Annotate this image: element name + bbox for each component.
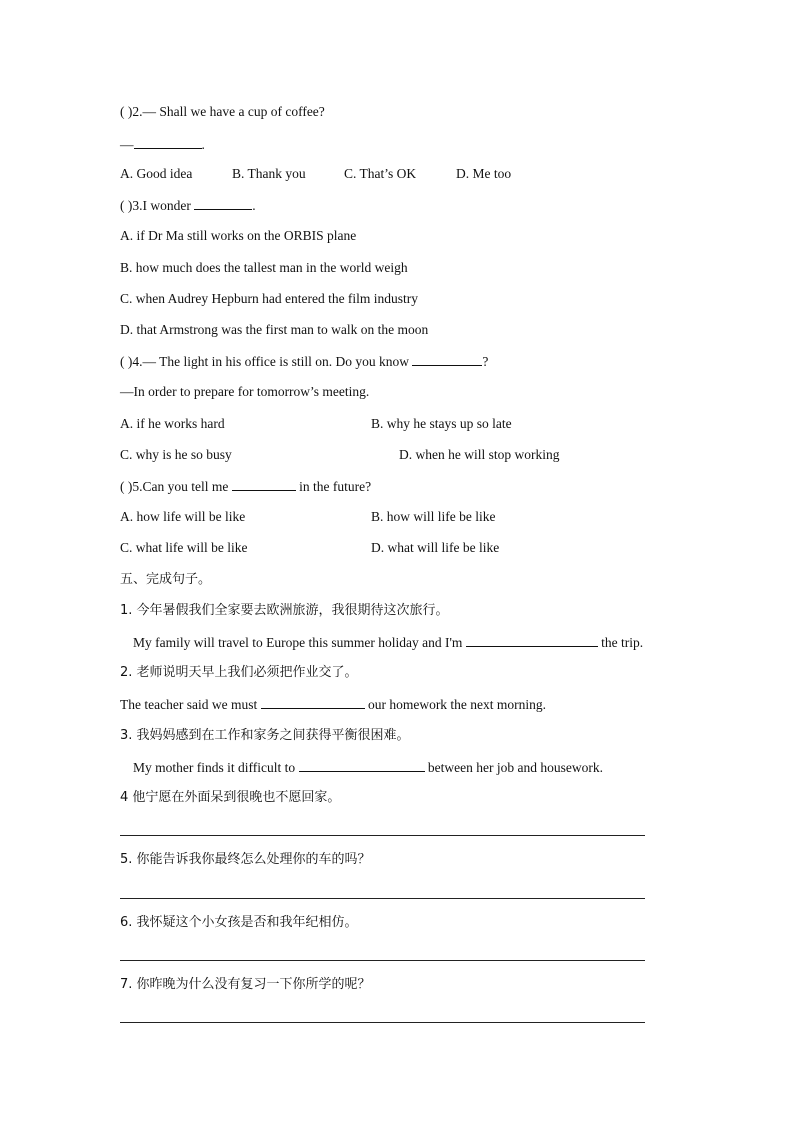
- question-2-stem: [120, 104, 325, 120]
- sentence-5-chinese: 5. 你能告诉我你最终怎么处理你的车的吗？: [120, 852, 371, 867]
- sentence-2-blank[interactable]: [261, 696, 365, 709]
- question-5-option-b[interactable]: B. how will life be like: [371, 509, 496, 524]
- sentence-4-chinese: 4 他宁愿在外面呆到很晚也不愿回家。: [120, 790, 341, 805]
- question-3-option-b[interactable]: B. how much does the tallest man in the world weigh: [120, 260, 408, 275]
- sentence-6-chinese: 6. 我怀疑这个小女孩是否和我年纪相仿。: [120, 915, 358, 930]
- question-3-option-c[interactable]: C. when Audrey Hepburn had entered the film industry: [120, 291, 419, 306]
- section-5-heading: 五、完成句子。: [120, 572, 212, 587]
- question-2-text: — Shall we have a cup of coffee?: [142, 104, 325, 119]
- sentence-3-english: My mother finds it difficult to between her job and housework.: [133, 760, 603, 775]
- question-3-answer-bracket[interactable]: ( )3.: [120, 198, 143, 213]
- question-4-stem: ( )4.— The light in his office is still on. Do you know ?: [120, 354, 489, 369]
- question-5-option-d[interactable]: D. what will life be like: [371, 540, 500, 555]
- question-2-option-d[interactable]: D. Me too: [456, 166, 512, 181]
- question-3-text: I wonder: [142, 198, 191, 213]
- sentence-3-chinese: 3. 我妈妈感到在工作和家务之间获得平衡很困难。: [120, 728, 410, 743]
- question-3-blank[interactable]: [194, 197, 252, 210]
- question-2-option-a[interactable]: A. Good idea: [120, 166, 193, 181]
- sentence-1-chinese: 1. 今年暑假我们全家要去欧洲旅游，我很期待这次旅行。: [120, 603, 449, 618]
- question-2-blank[interactable]: [134, 136, 202, 149]
- question-2-option-b[interactable]: B. Thank you: [232, 166, 306, 181]
- question-4-option-c[interactable]: C. why is he so busy: [120, 447, 232, 462]
- question-3-stem: ( )3.I wonder .: [120, 198, 256, 213]
- sentence-4-answer-line[interactable]: [120, 835, 645, 836]
- sentence-6-answer-line[interactable]: [120, 960, 645, 961]
- question-5-option-c[interactable]: C. what life will be like: [120, 540, 248, 555]
- sentence-7-answer-line[interactable]: [120, 1022, 645, 1023]
- sentence-1-blank[interactable]: [466, 634, 598, 647]
- sentence-5-answer-line[interactable]: [120, 898, 645, 899]
- question-4-option-b[interactable]: B. why he stays up so late: [371, 416, 512, 431]
- question-4-option-d[interactable]: D. when he will stop working: [399, 447, 560, 462]
- sentence-3-blank[interactable]: [299, 759, 425, 772]
- question-5-text: Can you tell me: [142, 479, 229, 494]
- sentence-2-chinese: 2. 老师说明天早上我们必须把作业交了。: [120, 665, 358, 680]
- question-5-answer-bracket[interactable]: ( )5.: [120, 479, 143, 494]
- sentence-1-english: My family will travel to Europe this summer holiday and I'm the trip.: [133, 635, 644, 650]
- question-3-option-a[interactable]: A. if Dr Ma still works on the ORBIS plane: [120, 228, 357, 243]
- sentence-7-chinese: 7. 你昨晚为什么没有复习一下你所学的呢？: [120, 977, 371, 992]
- question-2-option-c[interactable]: C. That’s OK: [344, 166, 417, 181]
- question-5-blank[interactable]: [232, 478, 296, 491]
- question-5-stem: ( )5.Can you tell me in the future?: [120, 479, 372, 494]
- question-3-option-d[interactable]: D. that Armstrong was the first man to walk on the moon: [120, 322, 429, 337]
- question-4-blank[interactable]: [412, 353, 482, 366]
- question-4-text: — The light in his office is still on. Do you know: [142, 354, 409, 369]
- question-2-answer-bracket[interactable]: ( )2.: [120, 104, 143, 119]
- question-4-answer-bracket[interactable]: ( )4.: [120, 354, 143, 369]
- question-2-reply: — .: [120, 137, 205, 152]
- question-5-option-a[interactable]: A. how life will be like: [120, 509, 246, 524]
- question-4-option-a[interactable]: A. if he works hard: [120, 416, 225, 431]
- sentence-2-english: The teacher said we must our homework the next morning.: [120, 697, 547, 712]
- question-4-reply: —In order to prepare for tomorrow’s meeting.: [120, 384, 370, 399]
